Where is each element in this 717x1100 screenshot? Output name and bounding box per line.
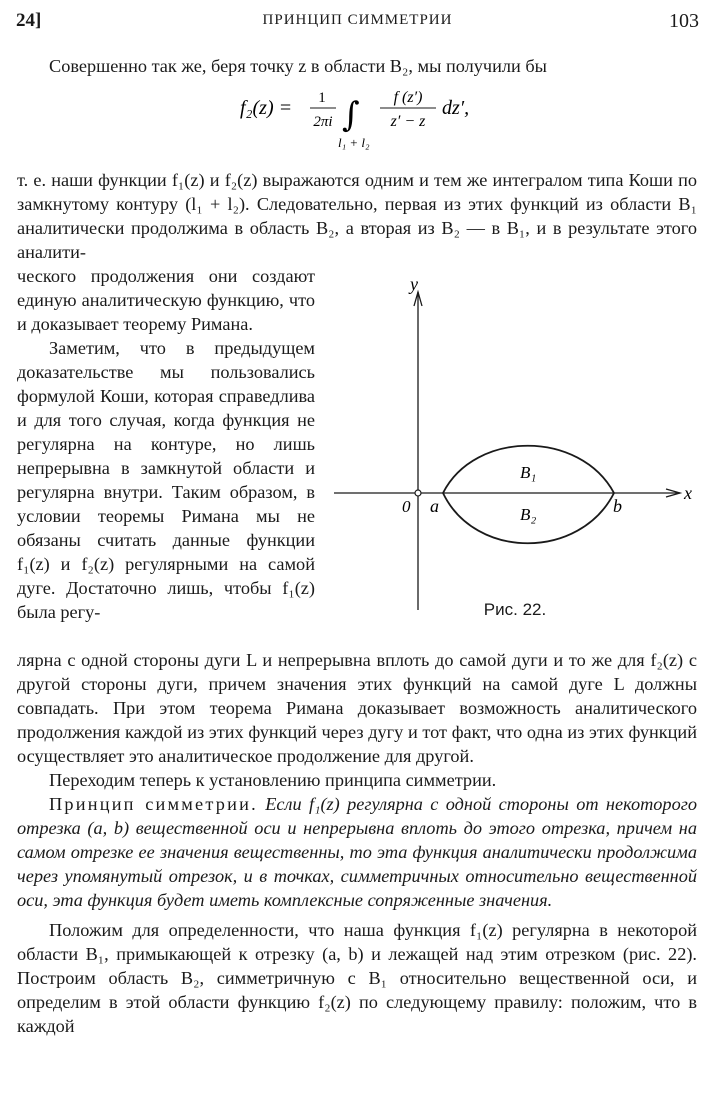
paragraph-1-text: т. е. наши функции f₁(z) и f₂(z) выражаются одним и тем же интегралом типа Коши по замкнутому контуру (l₁ + l₂). Следовательно, первая из этих функций из области B₁ аналитически продолжима в область B₂, а вторая из B₂ — в B₁, и в результате этого аналити- (17, 170, 697, 262)
section-number: 24] (16, 10, 42, 31)
paragraph-4: Положим для определенности, что наша функция f₁(z) регулярна в некоторой области B₁, примыкающей к отрезку (a, b) и лежащей над этим отрезком (рис. 22). Построим область B₂, симметричную с B₁ относительно вещественной оси, и определим в этой области функцию f₂(z) по следующему правилу: положим, что в каждой (17, 920, 697, 1036)
figure-22 (330, 270, 700, 630)
origin-point (415, 490, 421, 496)
y-axis-label: y (410, 274, 418, 294)
paragraph-2: Заметим, что в предыдущем доказательстве мы пользовались формулой Коши, которая справедлива и для того случая, когда функция не регулярна на контуре, но лишь непрерывна в замкнутой области и регулярна внутри. Таким образом, в условии теоремы Римана мы не обязаны считать данные функции f₁(z) и f₂(z) регулярными на самой дуге. Достаточно лишь, чтобы f₁(z) была регу- (17, 338, 315, 622)
formula-frac2-den: z′ − z (390, 113, 426, 130)
principle-statement (17, 792, 697, 912)
x-axis-label: x (684, 483, 692, 503)
cauchy-integral-formula (0, 84, 717, 154)
point-a-label: a (430, 496, 439, 516)
page-number: 103 (669, 10, 699, 32)
page-header (16, 10, 699, 40)
running-title: ПРИНЦИП СИММЕТРИИ (262, 12, 453, 28)
paragraph-1-continuation: ческого продолжения они создают единую аналитическую функцию, что и доказывает теорему Римана. (17, 266, 315, 334)
figure-caption: Рис. 22. (483, 600, 547, 619)
formula-frac2-num: f (z′) (393, 89, 423, 106)
paragraph-3: Переходим теперь к установлению принципа симметрии. (49, 770, 497, 790)
formula-integral-sign: ∫ (342, 95, 360, 135)
paragraph-2-continuation: лярна с одной стороны дуги L и непрерывна вплоть до самой дуги и то же для f₂(z) с другой стороны дуги, причем значения этих функций на самой дуге L должны совпадать. При этом теорема Римана доказывает возможность аналитического продолжения каждой из этих функций через дугу и тот факт, что одна из этих функций осуществляет это аналитическое продолжение для другой. (17, 650, 697, 766)
intro-text (17, 54, 697, 78)
lower-text (17, 648, 697, 1038)
formula-frac1-den: 2πi (313, 114, 333, 130)
formula-frac1-num: 1 (318, 90, 326, 106)
formula-lhs: f₂(z) = (240, 97, 293, 119)
intro-line: Совершенно так же, беря точку z в области B₂, мы получили бы (49, 56, 547, 76)
paragraph-1 (17, 168, 697, 264)
region-b1-label: B₁ (520, 463, 537, 482)
formula-tail: dz′, (442, 97, 470, 119)
origin-label: 0 (402, 497, 411, 516)
principle-label: Принцип симметрии. (49, 794, 258, 814)
formula-limits: l₁ + l₂ (338, 135, 370, 150)
point-b-label: b (613, 496, 622, 516)
region-b2-label: B₂ (520, 505, 537, 524)
left-column-text (17, 264, 315, 624)
principle-text: Если f₁(z) регулярна с одной стороны от некоторого отрезка (a, b) вещественной оси и непрерывна вплоть до этого отрезка, причем на самом отрезке ее значения вещественны, то эта функция аналитически продолжима через упомянутый отрезок, и в точках, симметричных относительно вещественной оси, эта функция будет иметь комплексные сопряженные значения. (17, 794, 697, 910)
